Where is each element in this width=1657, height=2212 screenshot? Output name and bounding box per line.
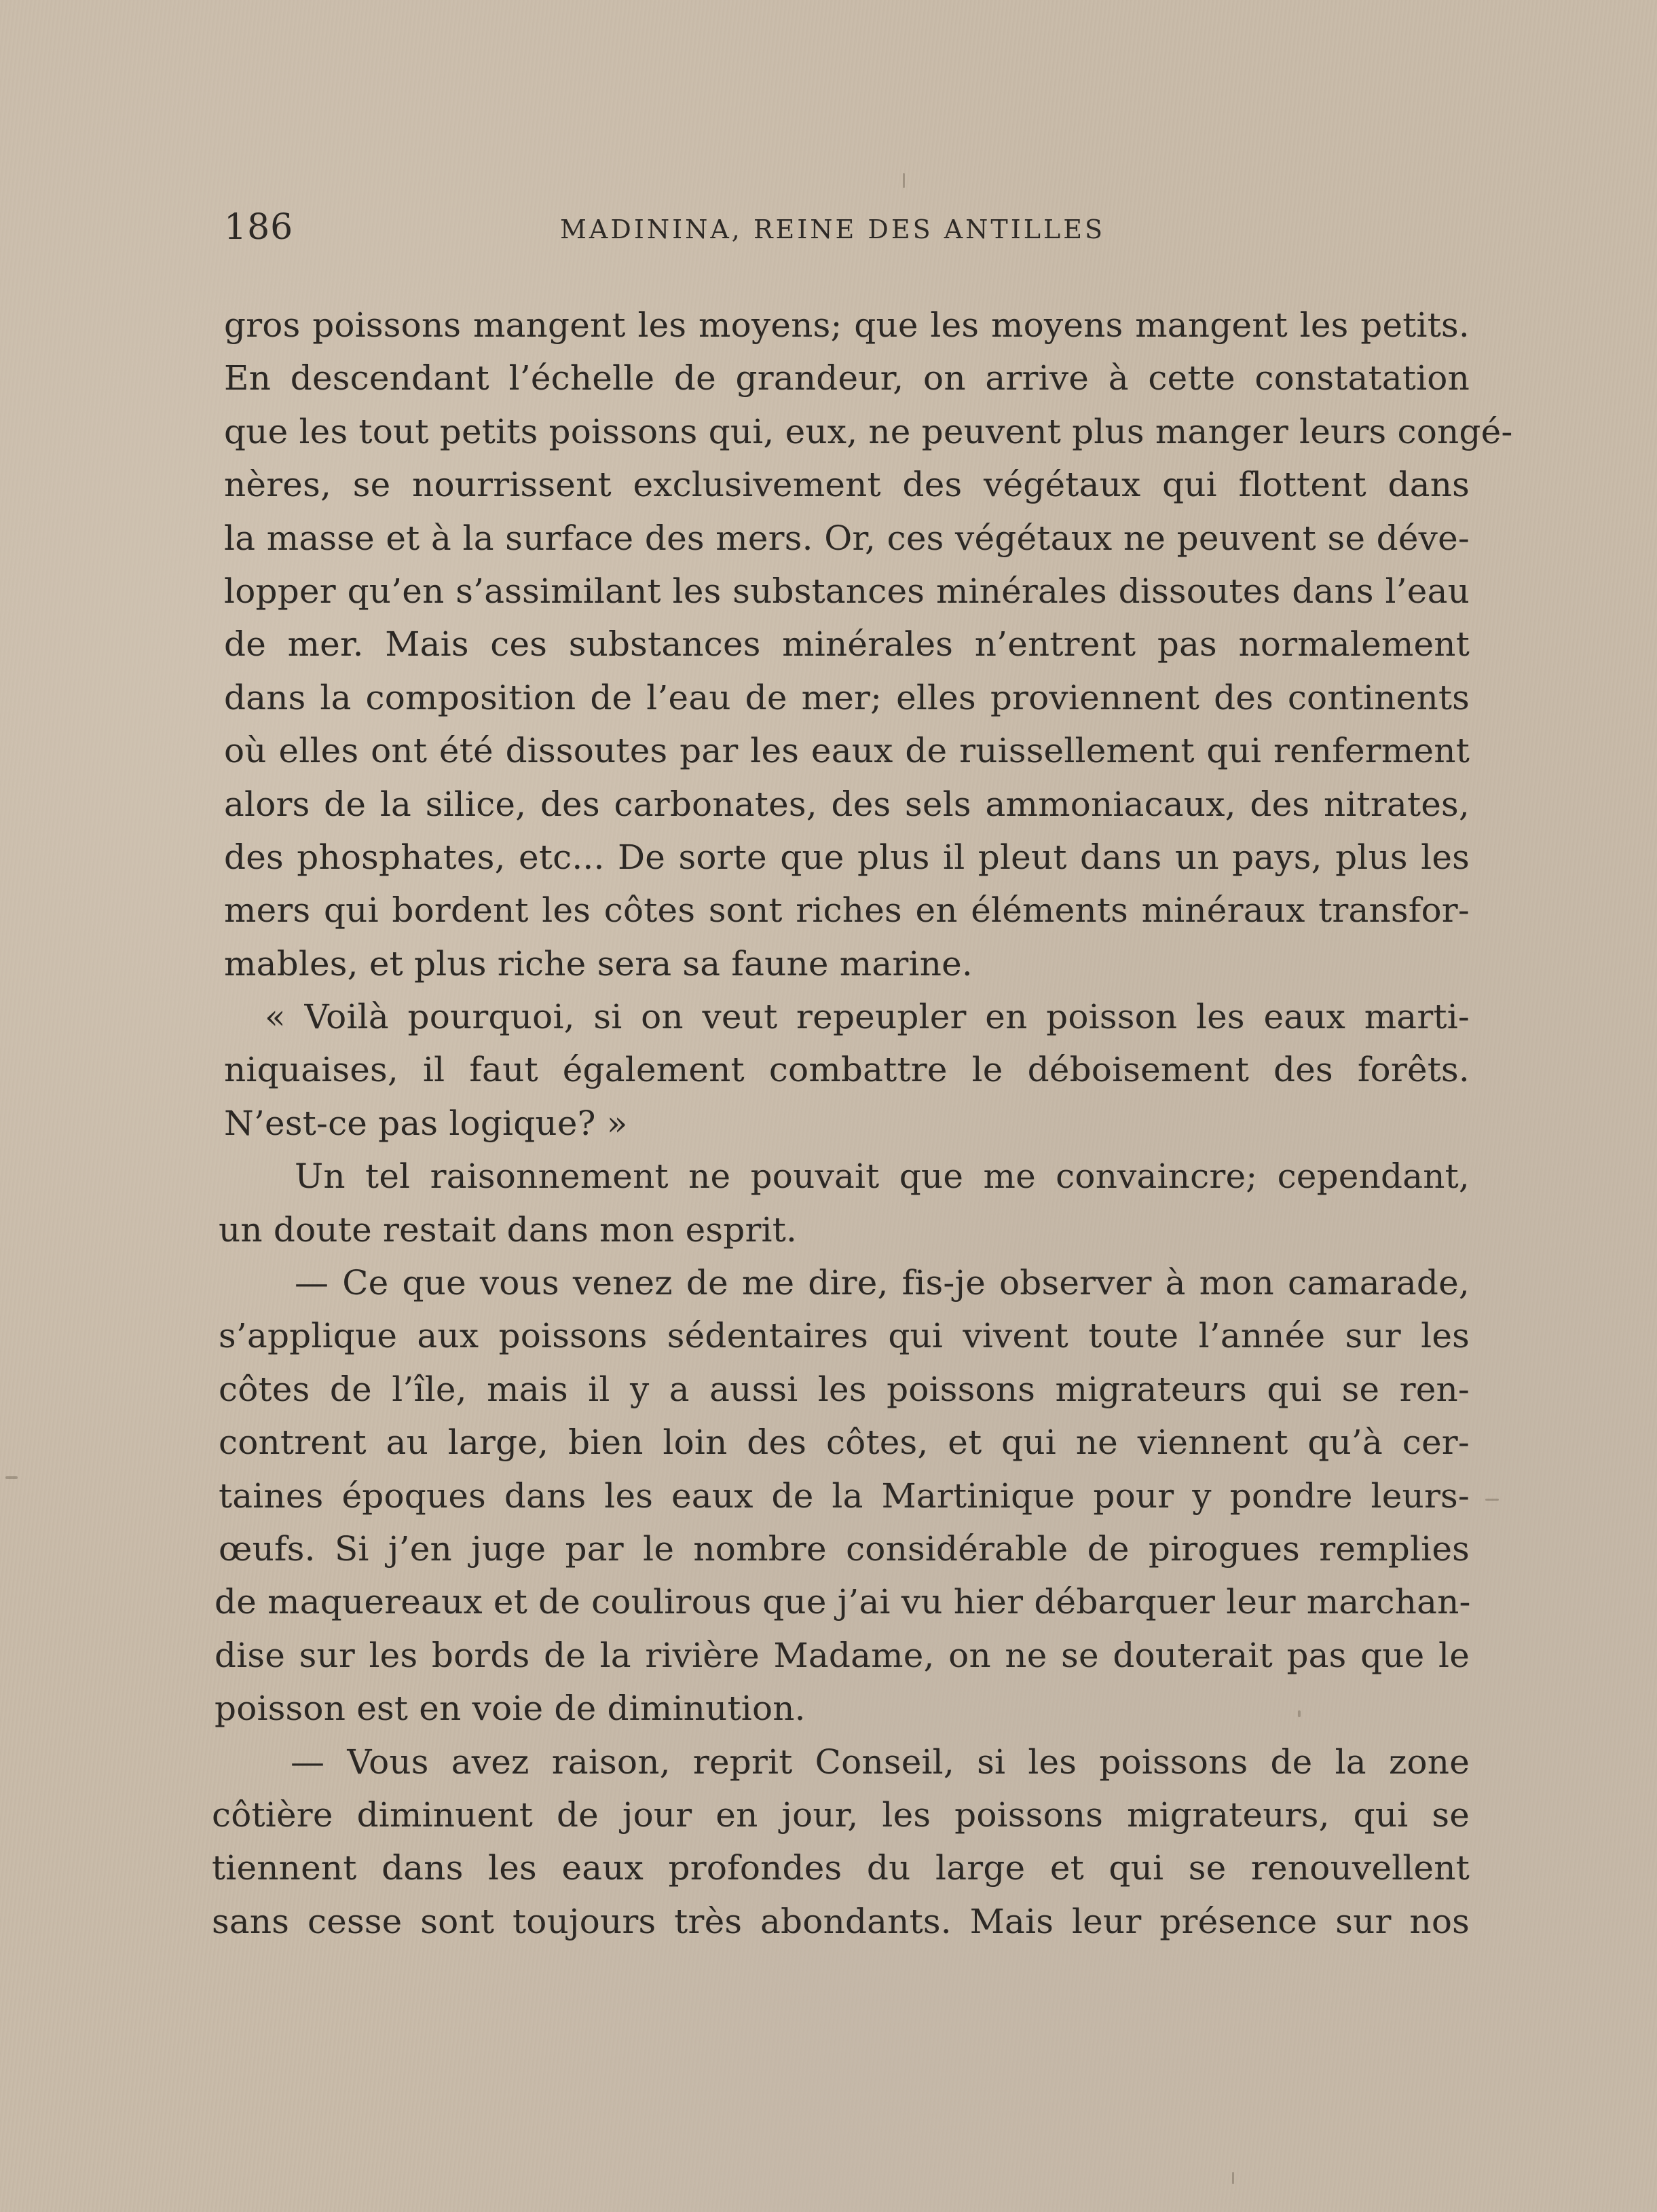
text-line: côtes de l’île, mais il y a aussi les poissons migrateurs qui se ren- [219, 1369, 1470, 1409]
text-line: dise sur les bords de la rivière Madame, on ne se douterait pas que le [215, 1635, 1470, 1675]
running-title: MADININA, REINE DES ANTILLES [560, 214, 1105, 244]
text-line: dans la composition de l’eau de mer; elles proviennent des continents [224, 677, 1470, 717]
paper-speck [1298, 1710, 1301, 1717]
text-line: s’applique aux poissons sédentaires qui vivent toute l’année sur les [219, 1316, 1470, 1356]
text-line: la masse et à la surface des mers. Or, ces végétaux ne peuvent se déve- [224, 518, 1470, 558]
paragraph-end-line: mables, et plus riche sera sa faune marine. [224, 943, 973, 983]
page-number: 186 [224, 207, 294, 248]
text-line: côtière diminuent de jour en jour, les poissons migrateurs, qui se [212, 1795, 1470, 1835]
text-line: de maquereaux et de coulirous que j’ai vu hier débarquer leur marchan- [215, 1582, 1471, 1622]
paper-speck [1232, 2172, 1234, 2184]
text-line: où elles ont été dissoutes par les eaux de ruissellement qui renferment [224, 731, 1470, 771]
text-line: des phosphates, etc... De sorte que plus il pleut dans un pays, plus les [224, 837, 1470, 877]
text-line: nères, se nourrissent exclusivement des végétaux qui flottent dans [224, 465, 1470, 505]
text-line: taines époques dans les eaux de la Martinique pour y pondre leurs- [219, 1476, 1470, 1516]
text-line: contrent au large, bien loin des côtes, et qui ne viennent qu’à cer- [219, 1423, 1470, 1463]
paragraph-end-line: un doute restait dans mon esprit. [219, 1210, 798, 1250]
text-line: alors de la silice, des carbonates, des sels ammoniacaux, des nitrates, [224, 784, 1470, 824]
dialogue-start: — Ce que vous venez de me dire, fis-je observer à mon camarade, [295, 1263, 1470, 1303]
paragraph-end-line: N’est-ce pas logique? » [224, 1103, 628, 1143]
text-line: En descendant l’échelle de grandeur, on arrive à cette constatation [224, 358, 1470, 398]
dialogue-start: — Vous avez raison, reprit Conseil, si les poissons de la zone [291, 1742, 1470, 1782]
paragraph-start: Un tel raisonnement ne pouvait que me convaincre; cependant, [295, 1157, 1470, 1197]
text-line: sans cesse sont toujours très abondants. Mais leur présence sur nos [212, 1901, 1470, 1941]
running-head [224, 204, 1466, 251]
text-line: niquaises, il faut également combattre le déboisement des forêts. [224, 1050, 1470, 1090]
text-line: œufs. Si j’en juge par le nombre considérable de pirogues remplies [219, 1529, 1470, 1569]
paragraph-end-line: poisson est en voie de diminution. [215, 1689, 806, 1729]
text-line: mers qui bordent les côtes sont riches en éléments minéraux transfor- [224, 891, 1470, 931]
quote-paragraph-start: « Voilà pourquoi, si on veut repeupler en poisson les eaux marti- [265, 997, 1470, 1037]
text-line: que les tout petits poissons qui, eux, ne peuvent plus manger leurs congé- [224, 411, 1513, 451]
text-line: de mer. Mais ces substances minérales n’entrent pas normalement [224, 624, 1470, 664]
body-text [212, 299, 1513, 1948]
paper-speck [5, 1476, 18, 1479]
text-line: tiennent dans les eaux profondes du large et qui se renouvellent [212, 1848, 1470, 1888]
text-line: lopper qu’en s’assimilant les substances minérales dissoutes dans l’eau [224, 571, 1470, 611]
paper-speck [903, 173, 905, 188]
paper-speck [1485, 1499, 1499, 1501]
text-line: gros poissons mangent les moyens; que les moyens mangent les petits. [224, 305, 1470, 345]
